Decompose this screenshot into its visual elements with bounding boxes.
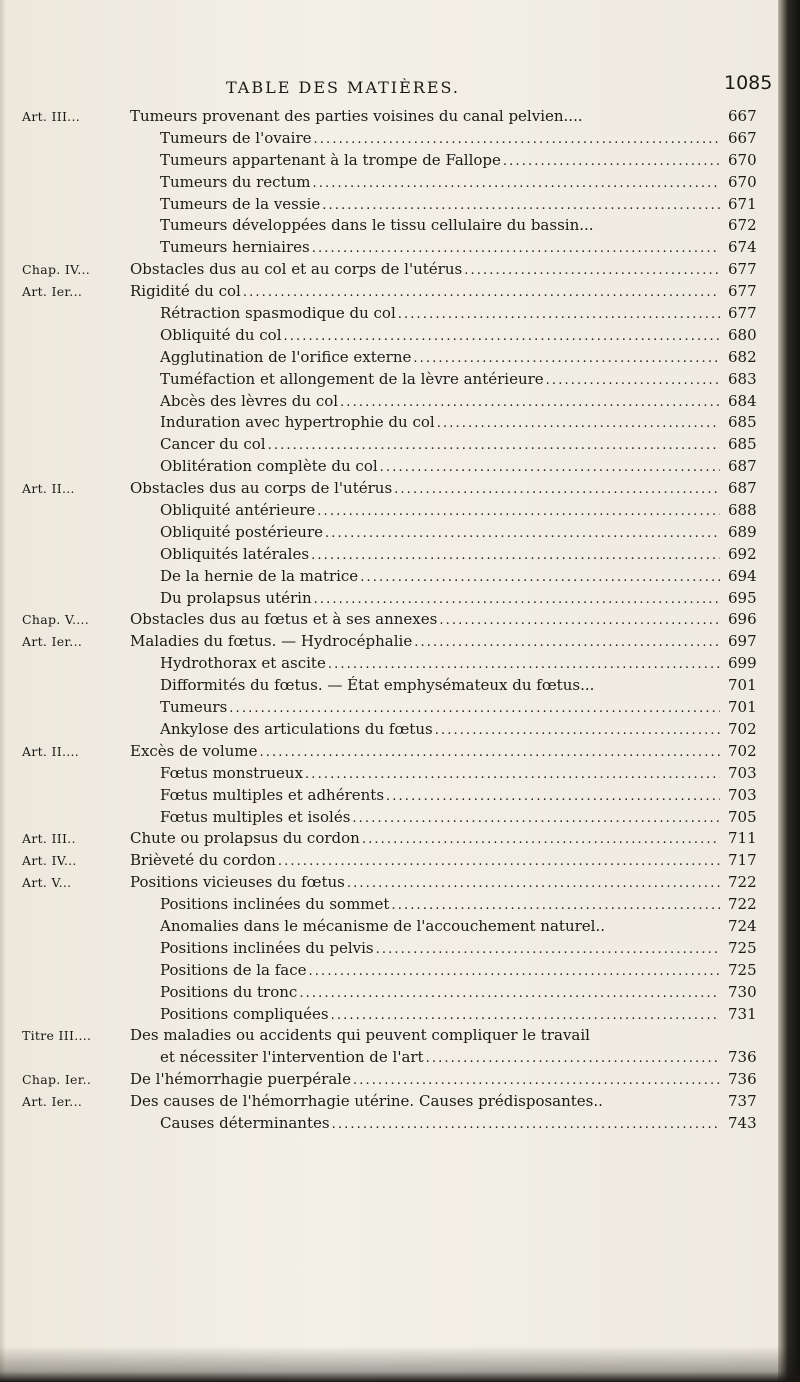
toc-entry-title (160, 982, 720, 1005)
toc-page-number: 703 (728, 763, 757, 782)
toc-entry-title (160, 1004, 720, 1027)
dot-leader (314, 589, 720, 611)
page-title: TABLE DES MATIÈRES. (226, 78, 460, 97)
toc-entry-title (160, 522, 720, 545)
toc-entry-title (130, 850, 720, 873)
toc-entry-title (160, 150, 720, 173)
toc-entry-text: Obstacles dus au corps de l'utérus (130, 479, 393, 498)
toc-page-number: 701 (728, 676, 757, 695)
toc-entry-text: Positions compliquées (160, 1004, 329, 1023)
dot-leader (360, 567, 720, 589)
toc-entry (0, 522, 780, 544)
toc-section-label: Art. Ier... (22, 284, 83, 300)
toc-entry-title (130, 828, 720, 851)
toc-entry (0, 960, 780, 982)
toc-page-number: 687 (728, 457, 757, 476)
toc-page-number: 672 (728, 216, 757, 235)
toc-entry-title (160, 588, 720, 611)
toc-entry (0, 150, 780, 172)
toc-page-number: 702 (728, 741, 757, 760)
toc-entry-text: Cancer du col (160, 435, 266, 454)
toc-entry-text: Obliquité du col (160, 325, 282, 344)
dot-leader (314, 129, 720, 151)
toc-page-number: 743 (728, 1113, 757, 1132)
toc-section-label: Art. Ier... (22, 634, 83, 650)
toc-section-label: Art. III... (22, 109, 81, 124)
toc-entry-title (160, 172, 720, 195)
toc-entry-title (160, 763, 720, 786)
dot-leader (229, 698, 720, 720)
toc-entry-text: Positions de la face (160, 960, 307, 979)
toc-page-number: 731 (728, 1004, 757, 1023)
toc-entry-title (160, 894, 720, 917)
toc-entry-title (160, 500, 720, 523)
toc-entry-text: Fœtus multiples et adhérents (160, 785, 385, 804)
dot-leader (414, 632, 720, 654)
toc-page-number: 730 (728, 982, 757, 1001)
toc-entry (0, 697, 780, 719)
toc-entry-text: Tumeurs provenant des parties voisines du canal pelvien.... (130, 107, 583, 125)
toc-page-number: 682 (728, 347, 757, 366)
toc-page-number: 683 (728, 369, 757, 388)
dot-leader (437, 413, 720, 435)
toc-entry-title (160, 128, 720, 151)
toc-entry (0, 763, 780, 785)
toc-entry-text: Obliquité antérieure (160, 501, 316, 520)
toc-entry-title (160, 938, 720, 961)
toc-entry-title (160, 566, 720, 589)
toc-entry (0, 412, 780, 434)
dot-leader (312, 238, 720, 260)
toc-page-number: 677 (728, 260, 757, 279)
toc-page-number: 722 (728, 895, 757, 914)
page-header (0, 72, 780, 102)
toc-entry (0, 1091, 780, 1113)
toc-page-number: 687 (728, 479, 757, 498)
toc-entry (0, 1069, 780, 1091)
dot-leader (386, 786, 720, 808)
toc-entry (0, 916, 780, 938)
toc-page-number: 699 (728, 654, 757, 673)
toc-entry-text: Causes déterminantes (160, 1113, 330, 1132)
toc-entry-text: Obstacles dus au fœtus et à ses annexes (130, 610, 438, 629)
toc-entry-text: Difformités du fœtus. — État emphysémateux du fœtus... (160, 676, 595, 695)
toc-entry (0, 281, 780, 303)
toc-entry-text: Tumeurs de l'ovaire (160, 128, 312, 147)
toc-entry-text: Hydrothorax et ascite (160, 654, 326, 673)
toc-entry (0, 456, 780, 478)
toc-entry (0, 1113, 780, 1135)
toc-page-number: 703 (728, 785, 757, 804)
toc-page-number: 695 (728, 588, 757, 607)
toc-page-number: 717 (728, 851, 757, 870)
toc-entry-title (160, 369, 720, 392)
toc-entry (0, 741, 780, 763)
toc-page-number: 689 (728, 522, 757, 541)
toc-entry-text: Des causes de l'hémorrhagie utérine. Causes prédisposantes.. (130, 1092, 603, 1111)
toc-entry (0, 434, 780, 456)
toc-entry-title (160, 807, 720, 830)
toc-entry-text: Tumeurs du rectum (160, 172, 311, 191)
toc-entry-text: Anomalies dans le mécanisme de l'accouchement naturel.. (160, 916, 605, 935)
toc-entry-text: De l'hémorrhagie puerpérale (130, 1070, 351, 1089)
toc-entry (0, 1025, 780, 1047)
toc-entry-text: Tumeurs (160, 698, 228, 717)
toc-entry-title (160, 412, 720, 435)
toc-page-number: 685 (728, 435, 757, 454)
toc-entry (0, 259, 780, 281)
dot-leader (332, 1114, 720, 1136)
toc-page-number: 697 (728, 632, 757, 651)
toc-page-number: 667 (728, 128, 757, 147)
toc-entry (0, 938, 780, 960)
toc-entry (0, 872, 780, 894)
dot-leader (299, 983, 720, 1005)
toc-entry-title (160, 456, 720, 479)
dot-leader (398, 304, 720, 326)
dot-leader (347, 873, 720, 895)
toc-entry-text: et nécessiter l'intervention de l'art (160, 1048, 424, 1067)
toc-entry-text: Obliquités latérales (160, 544, 310, 563)
toc-entry-text: Fœtus multiples et isolés (160, 807, 351, 826)
dot-leader (439, 610, 720, 632)
toc-entry-title (130, 106, 720, 128)
toc-entry-text: Excès de volume (130, 741, 258, 760)
toc-page-number: 696 (728, 610, 757, 629)
dot-leader (376, 939, 720, 961)
toc-entry (0, 1047, 780, 1069)
toc-entry (0, 566, 780, 588)
dot-leader (243, 282, 720, 304)
table-of-contents (0, 106, 780, 1135)
toc-entry-title (160, 719, 720, 742)
toc-entry-title (130, 1091, 720, 1113)
toc-page-number: 677 (728, 304, 757, 323)
toc-section-label: Chap. V.... (22, 612, 90, 628)
toc-entry-text: Brièveté du cordon (130, 851, 276, 870)
dot-leader (305, 764, 720, 786)
toc-entry-title (160, 391, 720, 414)
toc-entry (0, 369, 780, 391)
toc-entry-title (160, 675, 720, 697)
toc-entry (0, 215, 780, 237)
toc-entry-title (130, 1025, 720, 1047)
toc-entry (0, 500, 780, 522)
toc-entry-text: Fœtus monstrueux (160, 763, 304, 782)
toc-entry-title (130, 609, 720, 632)
toc-entry (0, 194, 780, 216)
toc-section-label: Chap. IV... (22, 262, 91, 278)
toc-page-number: 670 (728, 150, 757, 169)
toc-entry (0, 588, 780, 610)
dot-leader (391, 895, 720, 917)
toc-entry-text: Tumeurs appartenant à la trompe de Fallope (160, 150, 501, 169)
toc-entry (0, 828, 780, 850)
toc-entry (0, 675, 780, 697)
dot-leader (340, 392, 720, 414)
toc-entry-text: Tumeurs développées dans le tissu cellulaire du bassin... (160, 216, 594, 235)
dot-leader (380, 457, 720, 479)
toc-entry (0, 303, 780, 325)
toc-page-number: 737 (728, 1092, 757, 1111)
toc-entry-text: De la hernie de la matrice (160, 566, 359, 585)
toc-entry (0, 347, 780, 369)
toc-entry-title (160, 1113, 720, 1136)
toc-entry-text: Du prolapsus utérin (160, 588, 312, 607)
toc-entry-title (130, 631, 720, 654)
dot-leader (268, 435, 720, 457)
toc-entry-text: Induration avec hypertrophie du col (160, 413, 435, 432)
dot-leader (546, 370, 720, 392)
toc-entry (0, 785, 780, 807)
toc-page-number: 725 (728, 960, 757, 979)
toc-entry (0, 106, 780, 128)
toc-section-label: Art. II.... (22, 743, 80, 759)
toc-page-number: 667 (728, 107, 757, 125)
toc-page-number: 702 (728, 719, 757, 738)
toc-page-number: 711 (728, 829, 757, 848)
page-binding-shadow (778, 0, 800, 1382)
dot-leader (328, 654, 720, 676)
toc-entry-title (160, 916, 720, 938)
dot-leader (322, 195, 720, 217)
toc-entry-title (160, 303, 720, 326)
toc-entry-title (160, 1047, 720, 1070)
toc-entry-text: Tuméfaction et allongement de la lèvre antérieure (160, 369, 544, 388)
toc-section-label: Art. IV... (22, 853, 77, 869)
toc-entry (0, 807, 780, 829)
toc-entry-text: Ankylose des articulations du fœtus (160, 719, 433, 738)
toc-entry-title (160, 325, 720, 348)
toc-page-number: 694 (728, 566, 757, 585)
dot-leader (464, 260, 720, 282)
dot-leader (435, 720, 720, 742)
toc-entry-text: Positions inclinées du pelvis (160, 938, 374, 957)
toc-entry-title (160, 194, 720, 217)
toc-entry-title (160, 653, 720, 676)
toc-entry-title (160, 785, 720, 808)
toc-entry-title (160, 237, 720, 260)
toc-entry-text: Oblitération complète du col (160, 457, 378, 476)
dot-leader (352, 808, 720, 830)
toc-entry (0, 478, 780, 500)
toc-entry-title (130, 741, 720, 764)
toc-entry-title (160, 347, 720, 370)
page-number: 1085 (724, 72, 773, 94)
toc-page-number: 680 (728, 325, 757, 344)
toc-page-number: 736 (728, 1070, 757, 1089)
toc-entry (0, 894, 780, 916)
toc-entry-title (160, 215, 720, 237)
toc-entry (0, 391, 780, 413)
toc-entry-text: Obstacles dus au col et au corps de l'utérus (130, 260, 463, 279)
toc-page-number: 670 (728, 172, 757, 191)
toc-page-number: 701 (728, 698, 757, 717)
toc-entry (0, 172, 780, 194)
toc-page-number: 722 (728, 873, 757, 892)
toc-entry-title (160, 544, 720, 567)
toc-page-number: 692 (728, 544, 757, 563)
dot-leader (413, 348, 720, 370)
toc-entry (0, 128, 780, 150)
toc-page-number: 688 (728, 501, 757, 520)
toc-entry (0, 544, 780, 566)
toc-entry-title (130, 281, 720, 304)
toc-entry-text: Abcès des lèvres du col (160, 391, 339, 410)
toc-page-number: 685 (728, 413, 757, 432)
dot-leader (284, 326, 721, 348)
dot-leader (278, 851, 720, 873)
toc-entry (0, 850, 780, 872)
toc-entry-text: Agglutination de l'orifice externe (160, 347, 412, 366)
toc-page-number: 674 (728, 238, 757, 257)
toc-entry-text: Des maladies ou accidents qui peuvent compliquer le travail (130, 1026, 590, 1045)
dot-leader (312, 173, 720, 195)
toc-entry-text: Positions inclinées du sommet (160, 895, 390, 914)
toc-entry (0, 325, 780, 347)
toc-entry (0, 631, 780, 653)
toc-entry (0, 719, 780, 741)
toc-entry (0, 237, 780, 259)
toc-entry-title (130, 1069, 720, 1092)
toc-page-number: 725 (728, 938, 757, 957)
toc-section-label: Art. III.. (22, 831, 76, 847)
dot-leader (353, 1070, 720, 1092)
toc-entry-title (130, 872, 720, 895)
toc-entry-text: Maladies du fœtus. — Hydrocéphalie (130, 632, 413, 651)
toc-entry-title (130, 478, 720, 501)
toc-page-number: 705 (728, 807, 757, 826)
dot-leader (309, 961, 720, 983)
toc-section-label: Art. Ier... (22, 1094, 83, 1110)
toc-entry-text: Chute ou prolapsus du cordon (130, 829, 360, 848)
toc-entry-text: Obliquité postérieure (160, 522, 324, 541)
toc-entry (0, 1004, 780, 1026)
toc-page-number: 724 (728, 916, 757, 935)
toc-entry-text: Rigidité du col (130, 282, 241, 301)
toc-entry (0, 982, 780, 1004)
toc-page-number: 677 (728, 282, 757, 301)
toc-page-number: 736 (728, 1048, 757, 1067)
dot-leader (426, 1048, 720, 1070)
toc-entry-text: Positions vicieuses du fœtus (130, 873, 345, 892)
toc-section-label: Art. V... (22, 875, 72, 891)
dot-leader (331, 1005, 720, 1027)
dot-leader (325, 523, 720, 545)
toc-entry (0, 609, 780, 631)
toc-entry-title (160, 697, 720, 720)
dot-leader (394, 479, 720, 501)
toc-entry-text: Positions du tronc (160, 982, 298, 1001)
page-bottom-shadow (0, 1346, 800, 1382)
toc-entry-title (130, 259, 720, 282)
toc-page-number: 684 (728, 391, 757, 410)
toc-section-label: Chap. Ier.. (22, 1072, 92, 1088)
toc-entry-text: Rétraction spasmodique du col (160, 304, 396, 323)
toc-section-label: Titre III.... (22, 1028, 92, 1044)
toc-entry (0, 653, 780, 675)
dot-leader (317, 501, 720, 523)
dot-leader (259, 742, 720, 764)
dot-leader (503, 151, 720, 173)
toc-page-number: 671 (728, 194, 757, 213)
dot-leader (362, 829, 720, 851)
toc-entry-text: Tumeurs de la vessie (160, 194, 321, 213)
toc-entry-text: Tumeurs herniaires (160, 238, 310, 257)
dot-leader (311, 545, 720, 567)
toc-entry-title (160, 960, 720, 983)
toc-entry-title (160, 434, 720, 457)
toc-section-label: Art. II... (22, 481, 75, 497)
